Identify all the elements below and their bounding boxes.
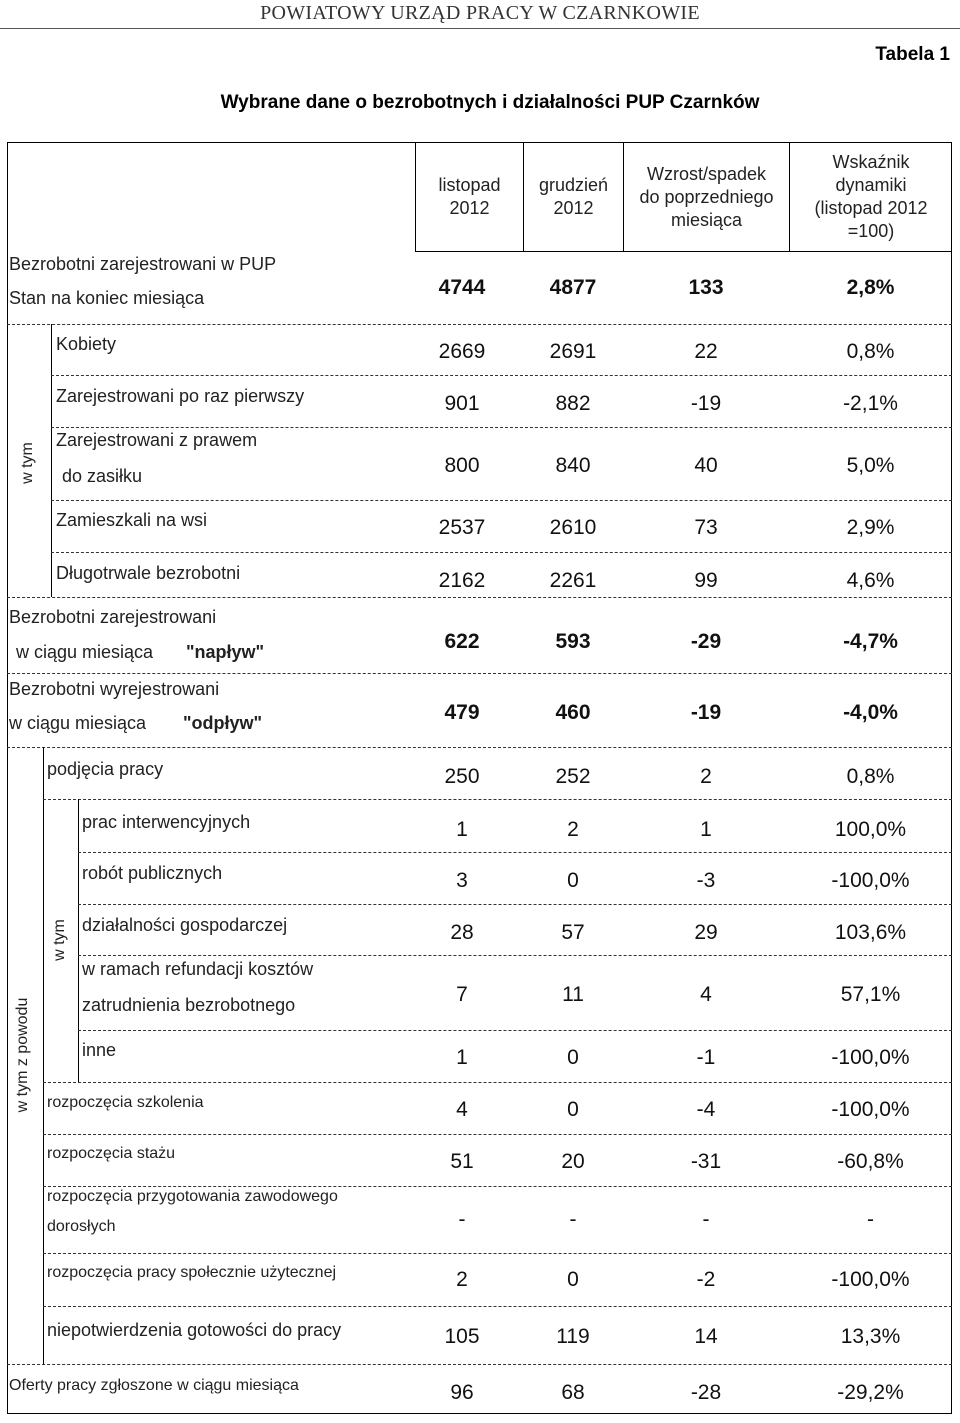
group-label-w-tym: w tym	[19, 442, 36, 484]
header-rule-bottom	[415, 251, 952, 252]
row-label-dlugotrwale: Długotrwale bezrobotni	[56, 563, 241, 583]
row-label-spolecznie-uzyteczna: rozpoczęcia pracy społecznie użytecznej	[47, 1264, 337, 1281]
value-cell: 2	[700, 765, 712, 788]
value-cell: 0,8%	[846, 340, 895, 363]
col-header-wzrost: Wzrost/spadek do poprzedniego miesiąca	[623, 142, 789, 252]
row-divider	[43, 1306, 952, 1307]
value-cell: -	[569, 1208, 577, 1231]
group-label-w-tym-z-powodu: w tym z powodu	[14, 997, 31, 1113]
row-label-podjecia-pracy: podjęcia pracy	[47, 759, 164, 779]
value-cell: 0	[567, 1098, 579, 1121]
row-divider	[51, 427, 952, 428]
row-divider	[7, 324, 952, 325]
value-cell: 2	[567, 818, 579, 841]
row-divider	[78, 955, 952, 956]
row-label-do-zasilku: do zasiłku	[62, 466, 143, 486]
row-label-w-ciagu: w ciągu miesiąca	[9, 713, 147, 733]
value-cell: -4,7%	[843, 630, 898, 653]
row-label-kobiety: Kobiety	[56, 334, 117, 354]
value-cell: 622	[444, 630, 480, 653]
row-divider	[7, 747, 952, 748]
value-cell: 57	[561, 921, 585, 944]
value-cell: 4	[700, 983, 712, 1006]
value-cell: 1	[700, 818, 712, 841]
value-cell: -100,0%	[831, 1098, 910, 1121]
row-divider	[78, 1030, 952, 1031]
value-cell: 0	[567, 869, 579, 892]
value-cell: 11	[562, 983, 584, 1006]
value-cell: 105	[444, 1325, 480, 1348]
value-cell: -31	[690, 1150, 722, 1173]
value-cell: 0	[567, 1268, 579, 1291]
value-cell: 4	[456, 1098, 468, 1121]
value-cell: 20	[561, 1150, 585, 1173]
row-label-staz: rozpoczęcia stażu	[47, 1145, 176, 1162]
value-cell: 4,6%	[846, 569, 895, 592]
value-cell: 51	[450, 1150, 474, 1173]
table-label: Tabela 1	[875, 44, 950, 65]
group-bracket-z-powodu	[43, 747, 44, 1365]
row-label-w-ciagu: w ciągu miesiąca	[16, 642, 154, 662]
value-cell: -1	[696, 1046, 716, 1069]
value-cell: 800	[444, 454, 480, 477]
subgroup-bracket	[78, 799, 79, 1082]
row-label-publiczne: robót publicznych	[82, 863, 223, 883]
value-cell: 3	[456, 869, 468, 892]
value-cell: 252	[555, 765, 591, 788]
value-cell: -29	[690, 630, 722, 653]
row-divider	[51, 552, 952, 553]
value-cell: -2	[696, 1268, 716, 1291]
value-cell: 2669	[438, 340, 486, 363]
row-divider	[43, 799, 952, 800]
value-cell: -2,1%	[843, 392, 898, 415]
row-divider	[43, 1253, 952, 1254]
row-divider	[78, 852, 952, 853]
group-bracket	[51, 324, 52, 597]
value-cell: 1	[456, 1046, 468, 1069]
row-divider	[7, 673, 952, 674]
row-label-wies: Zamieszkali na wsi	[56, 510, 208, 530]
value-cell: 29	[694, 921, 718, 944]
value-cell: 593	[555, 630, 591, 653]
value-cell: 96	[450, 1381, 474, 1404]
value-cell: 0,8%	[846, 765, 895, 788]
value-cell: 57,1%	[840, 983, 901, 1006]
value-cell: 2261	[549, 569, 597, 592]
row-label-bezrobotni-pup: Bezrobotni zarejestrowani w PUP	[9, 254, 277, 274]
col-header-listopad: listopad 2012	[415, 142, 523, 252]
value-cell: -	[867, 1208, 874, 1231]
document-title: Wybrane dane o bezrobotnych i działalności PUP Czarnków	[220, 92, 760, 113]
row-label-z-prawem: Zarejestrowani z prawem	[56, 430, 258, 450]
row-label-przygotowanie: rozpoczęcia przygotowania zawodowego	[47, 1188, 338, 1205]
row-label-po-raz-pierwszy: Zarejestrowani po raz pierwszy	[56, 386, 305, 406]
value-cell: -19	[690, 701, 722, 724]
value-cell: 119	[556, 1325, 590, 1348]
row-divider	[43, 1186, 952, 1187]
row-label-dzialalnosc: działalności gospodarczej	[82, 915, 288, 935]
row-label-niepotwierdzenie: niepotwierdzenia gotowości do pracy	[47, 1320, 342, 1340]
row-label-inne: inne	[82, 1040, 117, 1060]
value-cell: 1	[456, 818, 468, 841]
value-cell: 40	[694, 454, 718, 477]
institution-header: POWIATOWY URZĄD PRACY W CZARNKOWIE	[260, 2, 700, 24]
value-cell: 100,0%	[834, 818, 907, 841]
value-cell: 2,9%	[846, 516, 895, 539]
value-cell: 14	[694, 1325, 718, 1348]
value-cell: 103,6%	[834, 921, 907, 944]
value-cell: 4877	[549, 276, 597, 299]
value-cell: -4,0%	[843, 701, 898, 724]
value-cell: -100,0%	[831, 1046, 910, 1069]
value-cell: -4	[696, 1098, 716, 1121]
row-divider	[78, 904, 952, 905]
value-cell: 4744	[438, 276, 486, 299]
value-cell: 2162	[438, 569, 486, 592]
value-cell: 22	[694, 340, 718, 363]
row-divider	[43, 1134, 952, 1135]
value-cell: -100,0%	[831, 869, 910, 892]
row-label-refundacja: w ramach refundacji kosztów	[82, 959, 314, 979]
value-cell: 5,0%	[846, 454, 895, 477]
row-label-interwencyjne: prac interwencyjnych	[82, 812, 251, 832]
value-cell: -28	[690, 1381, 722, 1404]
row-divider	[51, 500, 952, 501]
value-cell: 460	[555, 701, 591, 724]
value-cell: 479	[444, 701, 480, 724]
value-cell: 2610	[549, 516, 597, 539]
row-label-wyrejestrowani: Bezrobotni wyrejestrowani	[9, 679, 220, 699]
value-cell: 133	[688, 276, 724, 299]
row-label-stan: Stan na koniec miesiąca	[9, 288, 205, 308]
row-label-szkolenia: rozpoczęcia szkolenia	[47, 1094, 204, 1111]
value-cell: 99	[694, 569, 718, 592]
value-cell: 840	[555, 454, 591, 477]
row-label-naplyw: "napływ"	[186, 642, 265, 662]
value-cell: 7	[456, 983, 468, 1006]
row-label-zarejestrowani: Bezrobotni zarejestrowani	[9, 607, 217, 627]
row-divider	[7, 1364, 952, 1365]
value-cell: -	[458, 1208, 466, 1231]
col-header-grudzien: grudzień 2012	[523, 142, 623, 252]
row-divider	[51, 375, 952, 376]
value-cell: 882	[555, 392, 591, 415]
row-divider	[7, 597, 952, 598]
value-cell: 2537	[438, 516, 486, 539]
value-cell: 2691	[549, 340, 597, 363]
value-cell: 28	[450, 921, 474, 944]
value-cell: -60,8%	[837, 1150, 904, 1173]
row-label-odplyw: "odpływ"	[183, 713, 263, 733]
row-label-zatrudnienia: zatrudnienia bezrobotnego	[82, 995, 296, 1015]
value-cell: -29,2%	[837, 1381, 904, 1404]
value-cell: 13,3%	[840, 1325, 901, 1348]
subgroup-label-w-tym: w tym	[51, 919, 68, 961]
value-cell: 2,8%	[846, 276, 895, 299]
value-cell: 901	[444, 392, 480, 415]
value-cell: 0	[567, 1046, 579, 1069]
col-header-wskaznik: Wskaźnik dynamiki (listopad 2012 =100)	[789, 142, 952, 252]
value-cell: -3	[696, 869, 716, 892]
row-label-doroslych: dorosłych	[47, 1218, 116, 1235]
row-divider	[43, 1082, 952, 1083]
value-cell: 73	[694, 516, 718, 539]
value-cell: -	[702, 1208, 710, 1231]
row-label-oferty: Oferty pracy zgłoszone w ciągu miesiąca	[9, 1377, 299, 1394]
value-cell: 250	[444, 765, 480, 788]
value-cell: -19	[690, 392, 722, 415]
value-cell: 2	[456, 1268, 468, 1291]
value-cell: 68	[561, 1381, 585, 1404]
header-rule	[0, 28, 960, 29]
value-cell: -100,0%	[831, 1268, 910, 1291]
